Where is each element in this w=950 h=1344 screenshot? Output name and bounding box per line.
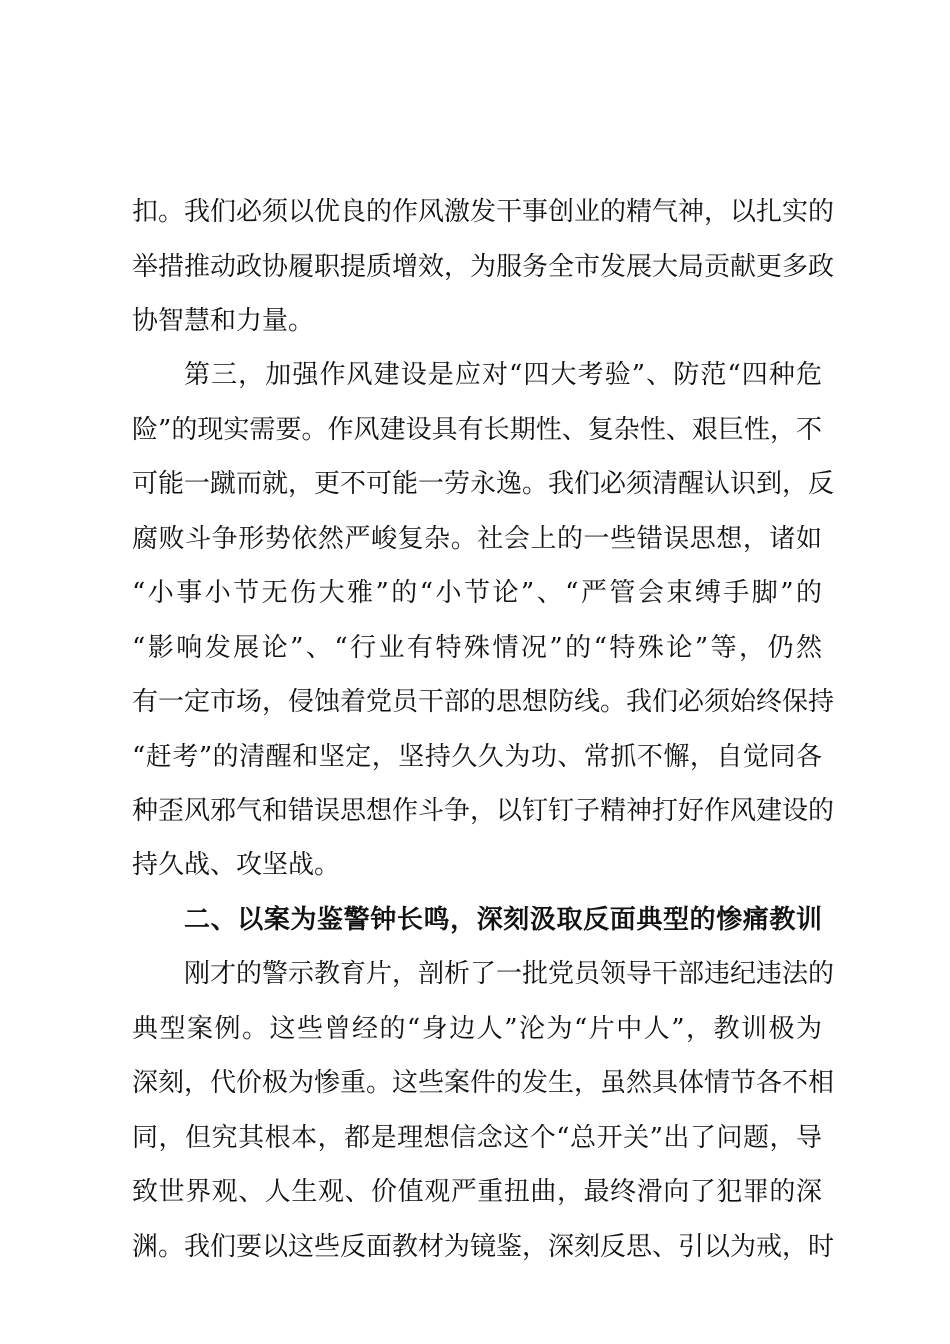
paragraph-2-line-3: 可能一蹴而就，更不可能一劳永逸。我们必须清醒认识到，反 bbox=[132, 469, 835, 499]
paragraph-2-line-5: “小事小节无伤大雅”的“小节论”、“严管会束缚手脚”的 bbox=[132, 578, 822, 608]
paragraph-3-line-6: 渊。我们要以这些反面教材为镜鉴，深刻反思、引以为戒，时 bbox=[132, 1232, 835, 1262]
paragraph-2-line-1: 第三，加强作风建设是应对“四大考验”、防范“四种危 bbox=[184, 360, 822, 390]
paragraph-1-line-2: 举措推动政协履职提质增效，为服务全市发展大局贡献更多政 bbox=[132, 252, 835, 282]
paragraph-2-line-10: 持久战、攻坚战。 bbox=[132, 850, 341, 880]
paragraph-2-line-2: 险”的现实需要。作风建设具有长期性、复杂性、艰巨性，不 bbox=[132, 415, 822, 445]
paragraph-1-line-1: 扣。我们必须以优良的作风激发干事创业的精气神，以扎实的 bbox=[132, 197, 835, 227]
paragraph-2-line-7: 有一定市场，侵蚀着党员干部的思想防线。我们必须始终保持 bbox=[132, 687, 835, 717]
paragraph-2-line-6: “影响发展论”、“行业有特殊情况”的“特殊论”等，仍然 bbox=[132, 633, 822, 663]
paragraph-3-line-2: 典型案例。这些曾经的“身边人”沦为“片中人”，教训极为 bbox=[132, 1014, 822, 1044]
paragraph-2-line-9: 种歪风邪气和错误思想作斗争，以钉钉子精神打好作风建设的 bbox=[132, 796, 835, 826]
paragraph-2-line-4: 腐败斗争形势依然严峻复杂。社会上的一些错误思想，诸如 bbox=[132, 524, 822, 554]
paragraph-2-line-8: “赶考”的清醒和坚定，坚持久久为功、常抓不懈，自觉同各 bbox=[132, 742, 822, 772]
paragraph-3-line-1: 刚才的警示教育片，剖析了一批党员领导干部违纪违法的 bbox=[184, 959, 835, 989]
section-heading: 二、以案为鉴警钟长鸣，深刻汲取反面典型的惨痛教训 bbox=[184, 905, 822, 935]
paragraph-3-line-5: 致世界观、人生观、价值观严重扭曲，最终滑向了犯罪的深 bbox=[132, 1177, 822, 1207]
paragraph-1-line-3: 协智慧和力量。 bbox=[132, 306, 315, 336]
paragraph-3-line-3: 深刻，代价极为惨重。这些案件的发生，虽然具体情节各不相 bbox=[132, 1068, 835, 1098]
paragraph-3-line-4: 同，但究其根本，都是理想信念这个“总开关”出了问题，导 bbox=[132, 1123, 822, 1153]
